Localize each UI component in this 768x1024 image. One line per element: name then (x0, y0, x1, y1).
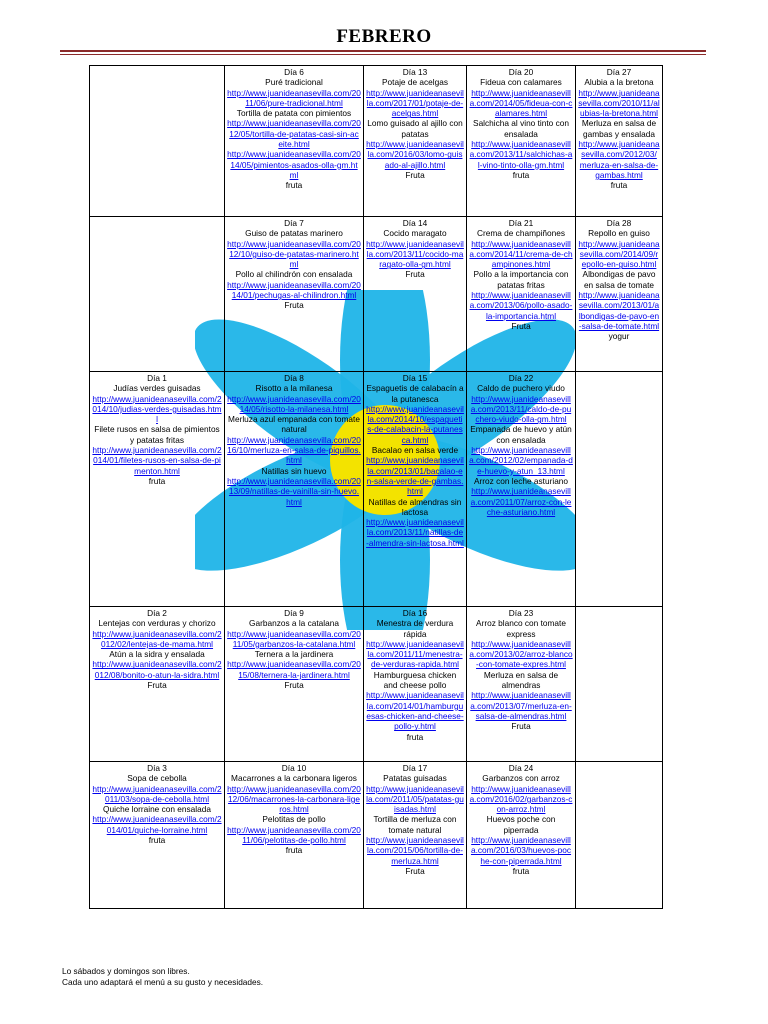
dish-text: Menestra de verdura rápida (376, 618, 454, 639)
recipe-link[interactable]: http://www.juanideanasevilla.com/2013/11/cocido-maragato-olla-gm.html (366, 238, 464, 270)
dish-text: Huevos poche con piperrada (486, 814, 556, 835)
dish-text: fruta (512, 865, 530, 876)
day-cell (364, 762, 467, 909)
dish-text: fruta (512, 169, 530, 180)
recipe-link[interactable]: http://www.juanideanasevilla.com/2015/06/tortilla-de-merluza.html (366, 835, 464, 866)
dish-text: Fruta (405, 169, 425, 180)
day-label: Día 16 (402, 608, 428, 618)
day-label: Día 20 (508, 67, 534, 77)
recipe-link[interactable]: http://www.juanideanasevilla.com/2011/05/patatas-guisadas.html (366, 783, 464, 815)
recipe-link[interactable]: http://www.juanideanasevilla.com/2014/05/fideua-con-calamares.html (469, 87, 573, 119)
recipe-link[interactable]: http://www.juanideanasevilla.com/2013/01/bacalao-en-salsa-verde-de-gambas.html (366, 455, 464, 497)
dish-text: Crema de champiñones (476, 228, 566, 239)
dish-text: Repollo en guiso (588, 228, 650, 239)
dish-text: Merluza en salsa de almendras (483, 669, 559, 691)
recipe-link[interactable]: http://www.juanideanasevilla.com/2014/01/quiche-lorraine.html (92, 814, 222, 835)
recipe-link[interactable]: http://www.juanideanasevilla.com/2013/02/arroz-blanco-con-tomate-expres.html (469, 638, 573, 670)
recipe-link[interactable]: http://www.juanideanasevilla.com/2013/01/albondigas-de-pavo-en-salsa-de-tomate.html (578, 290, 660, 331)
day-cell (225, 607, 364, 762)
recipe-link[interactable]: http://www.juanideanasevilla.com/2013/11/salchichas-al-vino-tinto-olla-gm.html (469, 139, 573, 170)
dish-text: Tortilla de merluza con tomate natural (373, 814, 457, 835)
dish-text: Merluza en salsa de gambas y ensalada (581, 118, 657, 139)
recipe-link[interactable]: http://www.juanideanasevilla.com/2011/11/menestra-de-verduras-rapida.html (366, 638, 464, 670)
day-cell (576, 66, 663, 217)
dish-text: Puré tradicional (265, 77, 323, 88)
calendar-row (90, 66, 663, 217)
dish-text: Alubia a la bretona (584, 77, 654, 88)
day-cell (576, 607, 663, 762)
dish-text: Fruta (147, 680, 167, 691)
recipe-link[interactable]: http://www.juanideanasevilla.com/2012/02/lentejas-de-mama.html (92, 628, 222, 649)
day-cell (467, 762, 576, 909)
recipe-link[interactable]: http://www.juanideanasevilla.com/2014/01/pechugas-al-chilindron.html (227, 279, 361, 301)
calendar-row (90, 607, 663, 762)
dish-text: Risotto a la milanesa (255, 383, 333, 394)
recipe-link[interactable]: http://www.juanideanasevilla.com/2013/06/pollo-asado-la-importancia.html (469, 290, 573, 321)
title-rule (60, 50, 706, 52)
dish-text: Natillas sin huevo (261, 465, 327, 476)
recipe-link[interactable]: http://www.juanideanasevilla.com/2017/01/potaje-de-acelgas.html (366, 87, 464, 119)
recipe-link[interactable]: http://www.juanideanasevilla.com/2011/06/pelotitas-de-pollo.html (227, 824, 361, 846)
day-label: Día 8 (284, 373, 304, 383)
dish-text: Arroz blanco con tomate express (476, 618, 566, 639)
day-label: Día 17 (402, 763, 428, 773)
day-label: Día 22 (508, 373, 534, 383)
recipe-link[interactable]: http://www.juanideanasevilla.com/2012/03/merluza-en-salsa-de-gambas.html (578, 139, 660, 180)
dish-text: Bacalao en salsa verde (371, 445, 459, 456)
dish-text: Patatas guisadas (383, 773, 447, 784)
day-cell (364, 607, 467, 762)
day-label: Día 28 (606, 218, 632, 228)
day-cell (576, 372, 663, 607)
dish-text: Natillas de almendras sin lactosa (368, 496, 462, 517)
dish-text: Ternera a la jardinera (254, 649, 334, 660)
dish-text: fruta (148, 835, 166, 846)
recipe-link[interactable]: http://www.juanideanasevilla.com/2011/05/garbanzos-la-catalana.html (227, 628, 361, 649)
recipe-link[interactable]: http://www.juanideanasevilla.com/2014/09/repollo-en-guiso.html (578, 238, 660, 270)
day-cell (467, 607, 576, 762)
calendar-row (90, 217, 663, 372)
recipe-link[interactable]: http://www.juanideanasevilla.com/2011/06/pure-tradicional.html (227, 87, 361, 108)
recipe-link[interactable]: http://www.juanideanasevilla.com/2016/02/garbanzos-con-arroz.html (469, 783, 573, 815)
dish-text: Fruta (405, 865, 425, 876)
dish-text: Fruta (284, 680, 304, 691)
recipe-link[interactable]: http://www.juanideanasevilla.com/2013/07/merluza-en-salsa-de-almendras.html (470, 690, 572, 721)
dish-text: Fruta (511, 320, 531, 331)
day-cell (225, 762, 364, 909)
day-label: Día 23 (508, 608, 534, 618)
day-label: Día 15 (402, 373, 428, 383)
dish-text: Atún a la sidra y ensalada (109, 649, 205, 660)
menu-calendar (89, 65, 663, 909)
recipe-link[interactable]: http://www.juanideanasevilla.com/2014/11/crema-de-champinones.html (469, 238, 573, 270)
dish-text: Garbanzos con arroz (482, 773, 560, 784)
recipe-link[interactable]: http://www.juanideanasevilla.com/2016/10/merluza-en-salsa-de-piquillos.html (227, 434, 361, 466)
dish-text: Fruta (284, 300, 304, 311)
recipe-link[interactable]: http://www.juanideanasevilla.com/2014/01/filetes-rusos-en-salsa-de-pimenton.html (92, 445, 222, 476)
recipe-link[interactable]: http://www.juanideanasevilla.com/2016/03/huevos-poche-con-piperrada.html (470, 835, 572, 866)
day-label: Día 6 (284, 67, 304, 77)
recipe-link[interactable]: http://www.juanideanasevilla.com/2015/08/ternera-la-jardinera.html (227, 659, 361, 680)
footer-notes (62, 966, 263, 987)
day-label: Día 1 (147, 373, 167, 383)
dish-text: Garbanzos a la catalana (249, 618, 339, 629)
dish-text: fruta (610, 180, 628, 191)
dish-text: Arroz con leche asturiano (473, 475, 569, 486)
day-label: Día 14 (402, 218, 428, 228)
dish-text: yogur (608, 331, 630, 342)
recipe-link[interactable]: http://www.juanideanasevilla.com/2012/10/guiso-de-patatas-marinero.html (227, 238, 361, 270)
day-cell (90, 66, 225, 217)
dish-text: Empanada de huevo y atún con ensalada (470, 424, 572, 445)
day-cell (90, 217, 225, 372)
dish-text: Caldo de puchero viudo (477, 383, 565, 394)
dish-text: Macarrones a la carbonara ligeros (231, 773, 357, 784)
day-cell (90, 762, 225, 909)
dish-text: Lomo guisado al ajillo con patatas (367, 118, 463, 139)
dish-text: Guiso de patatas marinero (245, 228, 343, 239)
dish-text: Filete rusos en salsa de pimientos y patatas fritas (94, 424, 220, 445)
recipe-link[interactable]: http://www.juanideanasevilla.com/2014/05/pimientos-asados-olla-gm.html (227, 149, 361, 180)
dish-text: fruta (148, 475, 166, 486)
dish-text: Salchicha al vino tinto con ensalada (473, 118, 569, 139)
recipe-link[interactable]: http://www.juanideanasevilla.com/2013/09/natillas-de-vainilla-sin-huevo.html (227, 475, 361, 507)
day-label: Día 24 (508, 763, 534, 773)
day-cell (364, 66, 467, 217)
day-label: Día 27 (606, 67, 632, 77)
dish-text: Albondigas de pavo en salsa de tomate (582, 269, 656, 290)
calendar-row (90, 372, 663, 607)
day-cell (225, 217, 364, 372)
recipe-link[interactable]: http://www.juanideanasevilla.com/2012/05/tortilla-de-patatas-casi-sin-aceite.html (227, 118, 361, 150)
dish-text: Cocido maragato (383, 228, 447, 239)
recipe-link[interactable]: http://www.juanideanasevilla.com/2011/07/arroz-con-leche-asturiano.html (470, 486, 572, 517)
day-cell (467, 66, 576, 217)
recipe-link[interactable]: http://www.juanideanasevilla.com/2016/03/lomo-guisado-al-ajillo.html (366, 139, 464, 170)
dish-text: Pollo a la importancia con patatas fritas (473, 269, 569, 290)
recipe-link[interactable]: http://www.juanideanasevilla.com/2010/11/alubias-la-bretona.html (578, 87, 660, 119)
dish-text: Quiche lorraine con ensalada (103, 804, 211, 815)
day-label: Día 21 (508, 218, 534, 228)
day-label: Día 7 (284, 218, 304, 228)
day-label: Día 9 (284, 608, 304, 618)
dish-text: Lentejas con verduras y chorizo (98, 618, 216, 629)
title-rule-thin (60, 54, 706, 55)
dish-text: Sopa de cebolla (127, 773, 187, 784)
day-label: Día 10 (281, 763, 307, 773)
dish-text: fruta (285, 845, 303, 856)
day-cell (467, 217, 576, 372)
page-title: FEBRERO (336, 26, 432, 47)
day-label: Día 13 (402, 67, 428, 77)
day-label: Día 3 (147, 763, 167, 773)
day-cell (576, 217, 663, 372)
recipe-link[interactable]: http://www.juanideanasevilla.com/2013/11/natillas-de-almendra-sin-lactosa.html (366, 517, 464, 548)
note-adapt: Cada uno adaptará el menú a su gusto y necesidades. (62, 976, 264, 987)
dish-text: Fideua con calamares (480, 77, 562, 88)
recipe-link[interactable]: http://www.juanideanasevilla.com/2014/10/espaguetis-de-calabacin-la-putanesca.html (366, 403, 464, 445)
dish-text: Hamburguesa chicken and cheese pollo (373, 669, 457, 691)
dish-text: fruta (285, 180, 303, 191)
dish-text: Pelotitas de pollo (262, 814, 326, 825)
day-cell (576, 762, 663, 909)
day-cell (364, 217, 467, 372)
calendar-row (90, 762, 663, 909)
recipe-link[interactable]: http://www.juanideanasevilla.com/2014/10/judias-verdes-guisadas.html (92, 393, 222, 425)
dish-text: fruta (406, 731, 424, 742)
day-cell (225, 372, 364, 607)
recipe-link[interactable]: http://www.juanideanasevilla.com/2014/01/hamburguesas-chicken-and-cheese-pollo-y.html (366, 690, 464, 732)
dish-text: Judías verdes guisadas (113, 383, 201, 394)
recipe-link[interactable]: http://www.juanideanasevilla.com/2011/03/sopa-de-cebolla.html (92, 783, 222, 804)
dish-text: Merluza azul empanada con tomate natural (228, 414, 360, 435)
day-cell (90, 372, 225, 607)
day-cell (225, 66, 364, 217)
day-cell (467, 372, 576, 607)
dish-text: Fruta (405, 269, 425, 280)
recipe-link[interactable]: http://www.juanideanasevilla.com/2014/05/risotto-la-milanesa.html (227, 393, 361, 414)
dish-text: Fruta (511, 721, 531, 732)
note-weekends: Lo sábados y domingos son libres. (62, 966, 190, 976)
day-cell (90, 607, 225, 762)
recipe-link[interactable]: http://www.juanideanasevilla.com/2013/11/caldo-de-puchero-viudo-olla-gm.html (470, 393, 572, 425)
dish-text: Pollo al chilindrón con ensalada (235, 269, 353, 280)
day-cell (364, 372, 467, 607)
dish-text: Tortilla de patata con pimientos (236, 108, 352, 119)
dish-text: Espaguetis de calabacín a la putanesca (366, 383, 464, 404)
dish-text: Potaje de acelgas (382, 77, 448, 88)
recipe-link[interactable]: http://www.juanideanasevilla.com/2012/02/empanada-de-huevo-y-atun_13.html (469, 445, 573, 476)
recipe-link[interactable]: http://www.juanideanasevilla.com/2012/08/bonito-o-atun-la-sidra.html (92, 659, 222, 680)
recipe-link[interactable]: http://www.juanideanasevilla.com/2012/06/macarrones-la-carbonara-ligeros.html (227, 783, 361, 815)
day-label: Día 2 (147, 608, 167, 618)
